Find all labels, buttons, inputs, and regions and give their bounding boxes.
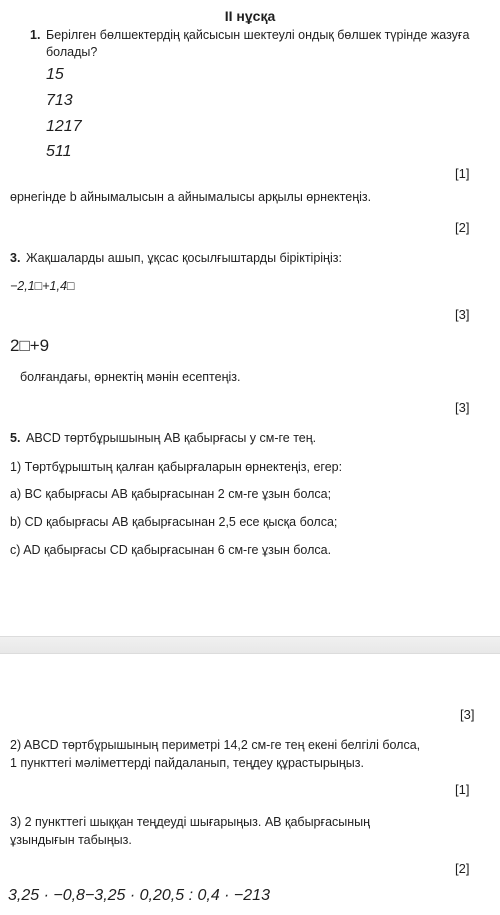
q4-text: болғандағы, өрнектің мәнін есептеңіз. (20, 370, 241, 384)
q5-part2-line1: 2) ABCD төртбұрышының периметрі 14,2 см-ге тең екені белгілі болса, (10, 738, 421, 752)
q3-text: Жақшаларды ашып, ұқсас қосылғыштарды біріктіріңіз: (26, 251, 342, 265)
q5-text: ABCD төртбұрышының AB қабырғасы у см-ге тең. (26, 431, 317, 445)
q5-mark-1: [3] (460, 707, 475, 722)
q1-option-3: 1217 (46, 118, 82, 135)
q5-number: 5. (10, 431, 21, 445)
q6-expression: 3,25 · −0,8−3,25 · 0,20,5 : 0,4 · −213 (8, 887, 270, 904)
page-title: II нұсқа (224, 8, 276, 24)
q1-mark: [1] (455, 166, 470, 181)
q1-text: Берілген бөлшектердің қайсысын шектеулі ондық бөлшек түрінде жазуға болады? (46, 28, 470, 59)
q3-mark: [3] (455, 307, 470, 322)
q5-part1: 1) Төртбұрыштың қалған қабырғаларын өрнектеңіз, егер: (10, 460, 343, 474)
q5-mark-3: [2] (455, 861, 470, 876)
q3-number: 3. (10, 251, 21, 265)
q5-part1-b: b) CD қабырғасы AB қабырғасынан 2,5 есе қысқа болса; (10, 515, 338, 529)
q5-mark-2: [1] (455, 782, 470, 797)
q2-text: өрнегінде b айнымалысын a айнымалысы арқылы өрнектеңіз. (10, 190, 372, 204)
q4-expression: 2□+9 (10, 336, 50, 355)
q5-part2-line2: 1 пункттегі мәліметтерді пайдаланып, теңдеу құрастырыңыз. (10, 756, 364, 770)
q5-part3-line2: ұзындығын табыңыз. (10, 833, 132, 847)
q2-mark: [2] (455, 220, 470, 235)
q1-number: 1. (30, 28, 41, 42)
q1-option-2: 713 (46, 92, 73, 109)
q5-part1-c: c) AD қабырғасы CD қабырғасынан 6 см-ге ұзын болса. (10, 543, 332, 557)
q3-expression: −2,1□+1,4□ (10, 279, 75, 293)
q4-mark: [3] (455, 400, 470, 415)
q5-part1-a: а) BC қабырғасы AB қабырғасынан 2 см-ге ұзын болса; (10, 487, 332, 501)
page-separator (0, 636, 500, 654)
q1-option-4: 511 (46, 143, 72, 160)
q5-part3-line1: 3) 2 пункттегі шыққан теңдеуді шығарыңыз. AB қабырғасының (10, 815, 371, 829)
q1-option-1: 15 (46, 66, 64, 83)
